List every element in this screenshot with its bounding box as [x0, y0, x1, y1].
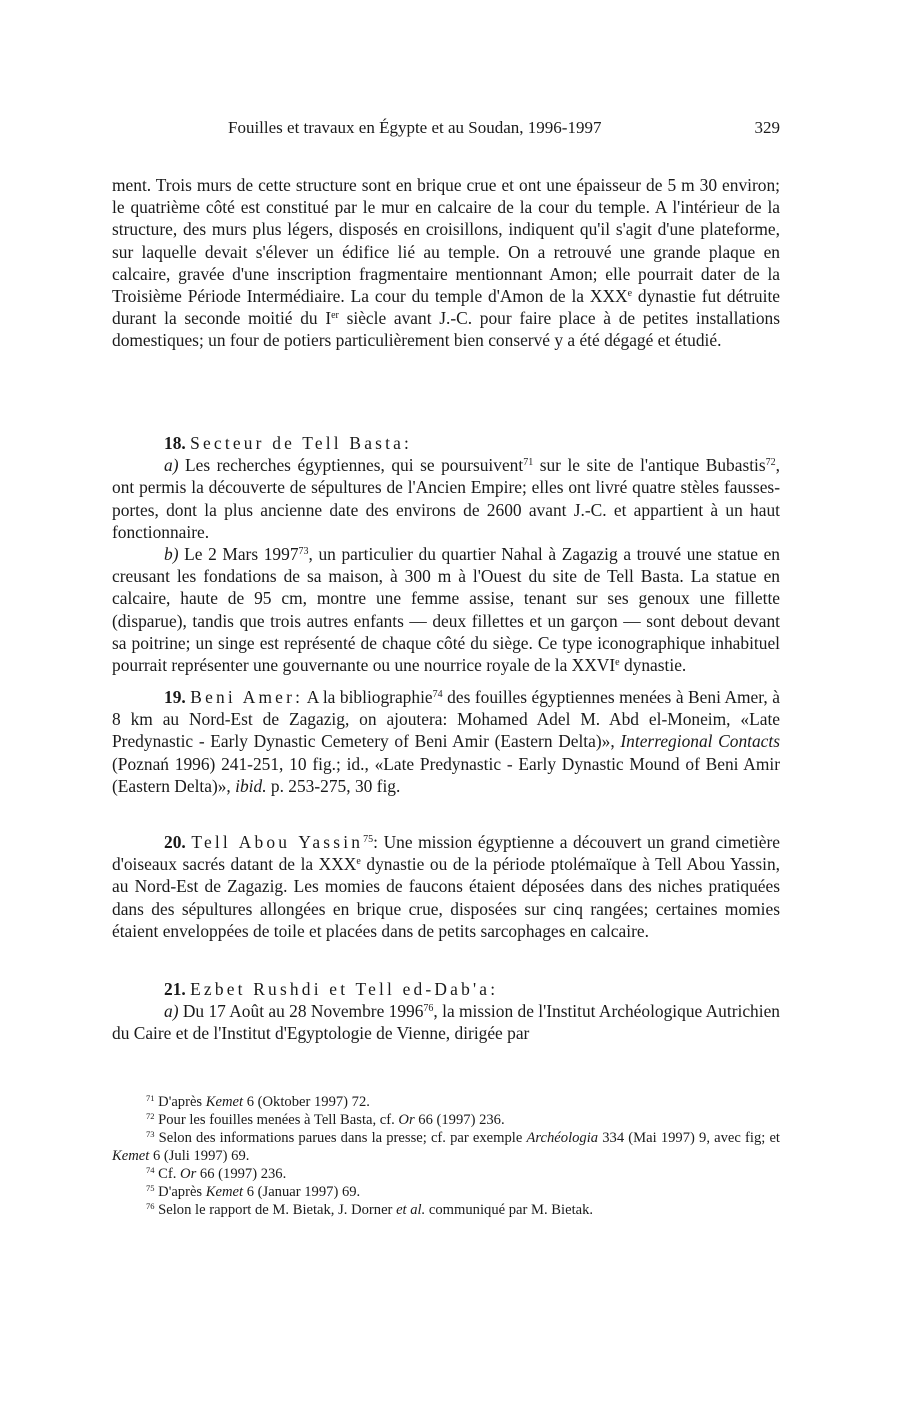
- paragraph-text: : Une mission égyptienne a découvert un grand cimetière d'oiseaux sacrés datant de la XXX: [112, 832, 781, 875]
- running-header: [228, 117, 780, 139]
- footnote-text: Selon des informations parues dans la presse; cf. par exemple: [154, 1130, 527, 1146]
- superscript: er: [331, 310, 339, 322]
- item-label: a): [164, 455, 179, 476]
- footnote-text: Selon le rapport de M. Bietak, J. Dorner: [154, 1202, 397, 1218]
- running-title: Fouilles et travaux en Égypte et au Soudan, 1996-1997: [228, 118, 602, 137]
- paragraph-text: Le 2 Mars 1997: [178, 544, 299, 565]
- footnotes: [112, 1093, 780, 1219]
- paragraph-text: (Poznań 1996) 241-251, 10 fig.; id., «Late Predynastic - Early Dynastic Mound of Beni Amir (Eastern Delta)»,: [112, 753, 780, 796]
- continuation-paragraph: [112, 174, 780, 352]
- paragraph-text: p. 253-275, 30 fig.: [266, 775, 401, 796]
- footnote-ref[interactable]: 73: [298, 546, 309, 558]
- footnote-text: 334 (Mai 1997) 9, avec fig; et: [598, 1130, 780, 1146]
- footnote-text: 6 (Juli 1997) 69.: [149, 1148, 250, 1164]
- section-heading: Tell Abou Yassin: [191, 832, 364, 852]
- section-heading: Secteur de Tell Basta:: [190, 433, 413, 453]
- footnote-text: D'après: [154, 1184, 206, 1200]
- paragraph-text: sur le site de l'antique Bubastis: [533, 455, 766, 476]
- footnote: [112, 1201, 780, 1219]
- footnote-text: 6 (Oktober 1997) 72.: [243, 1094, 370, 1110]
- paragraph-text: des fouilles égyptiennes menées à Beni Amer, à 8 km au Nord-Est de Zagazig, on ajoutera: Mohamed Adel M. Abd el-Moneim, «Late Predynastic - Early Dynastic Cemetery of Beni Amir (Eastern Delta)»,: [112, 687, 780, 752]
- paragraph-text: dynastie ou de la période ptolémaïque à Tell Abou Yassin, au Nord-Est de Zagazig. Les momies de faucons étaient déposées dans des niches pratiquées dans des sépultures allongées en brique crue, disposées sur cinq rangées; certaines momies étaient enveloppées de toile et placées dans de petits sarcophages en calcaire.: [112, 854, 780, 941]
- footnote: [112, 1183, 780, 1201]
- footnote-text: Pour les fouilles menées à Tell Basta, cf.: [154, 1112, 399, 1128]
- footnote-italic: Or: [180, 1166, 197, 1182]
- superscript: e: [627, 288, 633, 300]
- footnote-number: 73: [146, 1129, 155, 1139]
- footnote-italic: Kemet: [112, 1148, 150, 1164]
- continuation-text: siècle avant J.-C. pour faire place à de petites installations domestiques; un four de potiers particulièrement bien conservé y a été dégagé et étudié.: [112, 308, 780, 351]
- section-number: 21.: [164, 979, 186, 999]
- footnote-italic: et al.: [396, 1202, 426, 1218]
- superscript: e: [615, 657, 620, 669]
- footnote: [112, 1111, 780, 1129]
- footnote-italic: Kemet: [205, 1094, 244, 1110]
- section-20: [112, 831, 780, 942]
- footnote-ref[interactable]: 72: [765, 457, 776, 469]
- footnote-text: 6 (Januar 1997) 69.: [243, 1184, 361, 1200]
- paragraph-text: Les recherches égyptiennes, qui se poursuivent: [178, 455, 524, 476]
- continuation-text: ment. Trois murs de cette structure sont en brique crue et ont une épaisseur de 5 m 30 environ; le quatrième côté est constitué par le mur en calcaire de la cour du temple. A l'intérieur de la structure, des murs plus légers, disposés en croisillons, indiquent qu'il s'agit d'une plateforme, sur laquelle devait s'élever un édifice lié au temple. On a retrouvé une grande plaque en calcaire, gravée d'une inscription fragmentaire mentionnant Amon; elle pourrait dater de la Troisième Période Intermédiaire. La cour du temple d'Amon de la XXX: [112, 175, 780, 307]
- footnote-text: Cf.: [154, 1166, 181, 1182]
- section-18: [112, 432, 780, 676]
- paragraph-text: , un particulier du quartier Nahal à Zagazig a trouvé une statue en creusant les fondations de sa maison, à 300 m à l'Ouest du site de Tell Basta. La statue en calcaire, haute de 95 cm, montre une femme assise, tenant sur ses genoux une fillette (disparue), tandis que trois autres enfants — deux fillettes et un garçon — sont debout devant sa poitrine; un singe est représenté de chaque côté du siège. Ce type iconographique inhabituel pourrait représenter une gouvernante ou une nourrice royale de la XXVI: [112, 544, 781, 676]
- section-number: 19.: [164, 687, 186, 707]
- footnote-ref[interactable]: 75: [363, 834, 374, 845]
- footnote-italic: Archéologia: [526, 1130, 599, 1146]
- superscript: e: [356, 856, 361, 868]
- footnote-number: 75: [146, 1183, 155, 1193]
- paragraph-text: , ont permis la découverte de sépultures de l'Ancien Empire; elles ont livré quatre stèles fausses-portes, dont la plus ancienne date des environs de 2600 avant J.-C. et appartient à un haut fonctionnaire.: [112, 455, 781, 542]
- footnote-number: 74: [146, 1165, 155, 1175]
- footnote-ref[interactable]: 71: [523, 457, 534, 469]
- continuation-text: dynastie fut détruite durant la seconde moitié du I: [112, 286, 780, 329]
- footnote-number: 71: [146, 1093, 155, 1103]
- paragraph-text: A la bibliographie: [303, 687, 433, 707]
- paragraph-text: Du 17 Août au 28 Novembre 1996: [178, 1001, 424, 1022]
- footnote-italic: Or: [398, 1112, 415, 1128]
- footnote-text: D'après: [154, 1094, 206, 1110]
- paragraph-text: , la mission de l'Institut Archéologique Autrichien du Caire et de l'Institut d'Egyptologie de Vienne, dirigée par: [112, 1001, 780, 1044]
- section-21: [112, 978, 780, 1045]
- italic-title: Interregional Contacts: [620, 731, 781, 752]
- item-label: a): [164, 1001, 179, 1022]
- footnote-ref[interactable]: 76: [423, 1003, 434, 1015]
- section-19: [112, 686, 780, 797]
- footnote: [112, 1129, 780, 1165]
- footnote-number: 76: [146, 1201, 155, 1211]
- footnote: [112, 1093, 780, 1111]
- footnote-ref[interactable]: 74: [432, 689, 443, 700]
- section-heading: Beni Amer:: [190, 687, 304, 707]
- section-heading: Ezbet Rushdi et Tell ed-Dab'a:: [190, 979, 499, 999]
- footnote-text: communiqué par M. Bietak.: [425, 1202, 594, 1218]
- footnote-text: 66 (1997) 236.: [414, 1112, 505, 1128]
- italic-ref: ibid.: [235, 775, 267, 796]
- paragraph-text: dynastie.: [619, 655, 687, 676]
- footnote-text: 66 (1997) 236.: [196, 1166, 287, 1182]
- section-number: 20.: [164, 832, 186, 852]
- footnote-italic: Kemet: [205, 1184, 244, 1200]
- section-number: 18.: [164, 433, 186, 453]
- page-number: 329: [754, 118, 780, 137]
- footnote: [112, 1165, 780, 1183]
- footnote-number: 72: [146, 1111, 155, 1121]
- item-label: b): [164, 544, 179, 565]
